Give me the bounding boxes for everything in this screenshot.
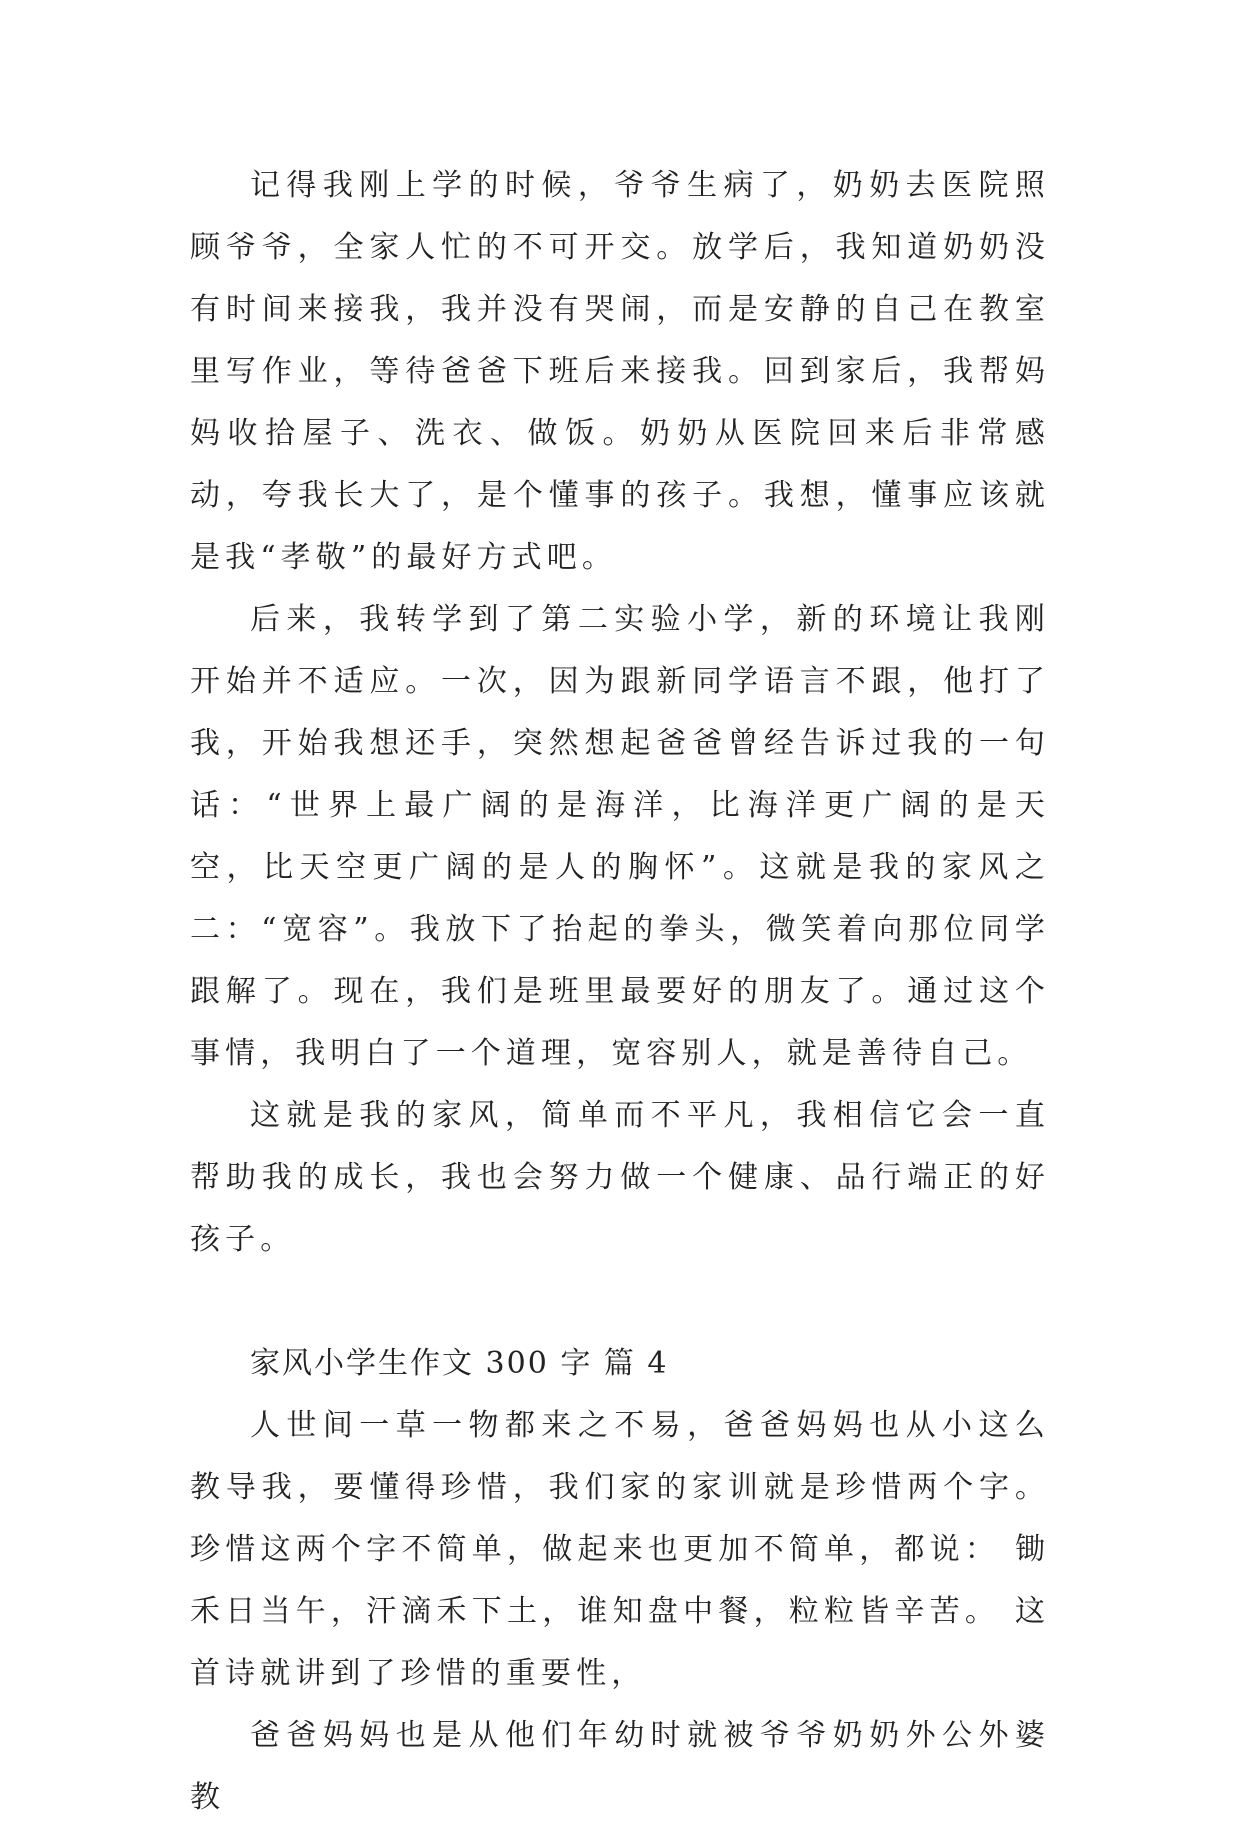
paragraph: 后来，我转学到了第二实验小学，新的环境让我刚开始并不适应。一次，因为跟新同学语言不跟，他打了我，开始我想还手，突然想起爸爸曾经告诉过我的一句话：“世界上最广阔的是海洋，比海洋更广阔的是天空，比天空更广阔的是人的胸怀”。这就是我的家风之二：“宽容”。我放下了抬起的拳头，微笑着向那位同学跟解了。现在，我们是班里最要好的朋友了。通过这个事情，我明白了一个道理，宽容别人，就是善待自己。	[190, 602, 1050, 1071]
paragraph: 人世间一草一物都来之不易，爸爸妈妈也从小这么教导我，要懂得珍惜，我们家的家训就是珍惜两个字。珍惜这两个字不简单，做起来也更加不简单，都说： 锄禾日当午，汗滴禾下土，谁知盘中餐，粒粒皆辛苦。 这首诗就讲到了珍惜的重要性，	[190, 1408, 1050, 1691]
document-body	[190, 155, 1050, 1829]
paragraph: 爸爸妈妈也是从他们年幼时就被爷爷奶奶外公外婆教	[190, 1718, 1050, 1815]
paragraph: 记得我刚上学的时候，爷爷生病了，奶奶去医院照顾爷爷，全家人忙的不可开交。放学后，我知道奶奶没有时间来接我，我并没有哭闹，而是安静的自己在教室里写作业，等待爸爸下班后来接我。回到家后，我帮妈妈收拾屋子、洗衣、做饭。奶奶从医院回来后非常感动，夸我长大了，是个懂事的孩子。我想，懂事应该就是我“孝敬”的最好方式吧。	[190, 168, 1050, 575]
paragraph-spacer	[190, 1271, 1050, 1333]
paragraph: 这就是我的家风，简单而不平凡，我相信它会一直帮助我的成长，我也会努力做一个健康、品行端正的好孩子。	[190, 1098, 1050, 1257]
section-title: 家风小学生作文 300 字 篇 4	[250, 1346, 669, 1381]
